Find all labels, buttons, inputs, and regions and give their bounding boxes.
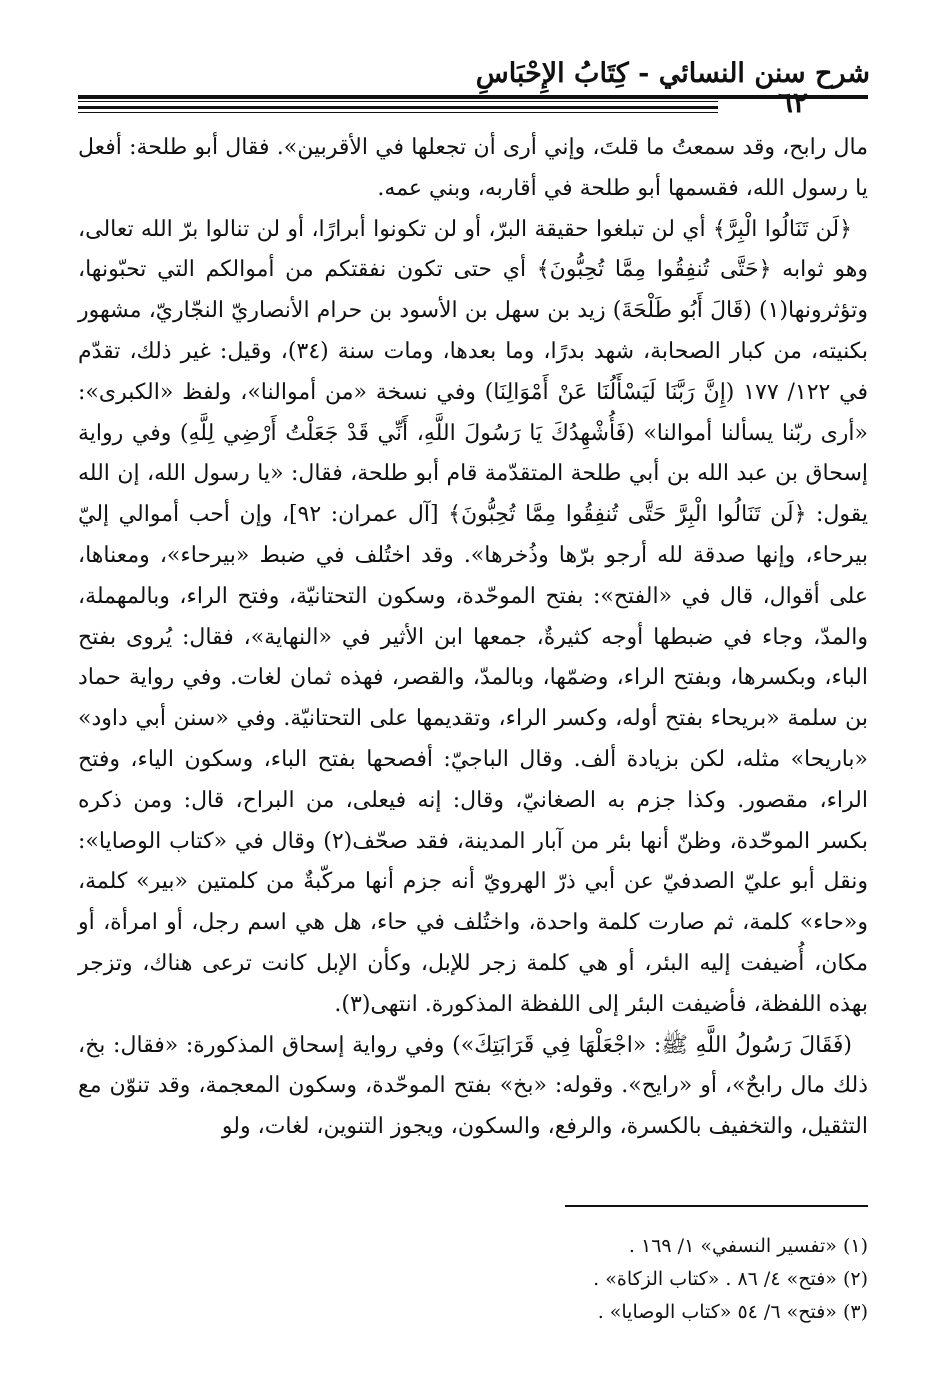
footnote: (١) «تفسير النسفي» ١/ ١٦٩ . (628, 1235, 868, 1257)
footnotes (78, 1230, 868, 1329)
body-paragraph: مال رابح، وقد سمعتُ ما قلتَ، وإني أرى أن تجعلها في الأقربين». فقال أبو طلحة: أفعل يا رسول الله، فقسمها أبو طلحة في أقاربه، وبني عمه. (78, 135, 868, 201)
body-paragraph: (فَقَالَ رَسُولُ اللَّهِ ﷺ: «اجْعَلْهَا فِي قَرَابَتِكَ») وفي رواية إسحاق المذكورة: «فقال: بخ، ذلك مال رابحٌ»، أو «رايح». وقوله: «بخ» بفتح الموحّدة، وسكون المعجمة، وقد تنوّن مع التثقيل، والتخفيف بالكسرة، والرفع، والسكون، ويجوز التنوين، لغات، ولو (78, 1032, 868, 1140)
header-rule-thin (78, 112, 718, 113)
footnote-separator (565, 1205, 868, 1207)
running-header-title: شرح سنن النسائي - كِتَابُ الإِحْبَاسِ (475, 58, 870, 89)
footnote: (٣) «فتح» ٦/ ٥٤ «كتاب الوصايا» . (597, 1301, 868, 1323)
body-text (78, 128, 868, 1148)
page-number: ٦٢ (777, 86, 808, 119)
header-rule-thick (78, 106, 718, 109)
body-paragraph: ﴿لَن تَنَالُوا الْبِرَّ﴾ أي لن تبلغوا حقيقة البرّ، أو لن تكونوا أبرارًا، أو لن تنالوا برّ الله تعالى، وهو ثوابه ﴿حَتَّى تُنفِقُوا مِمَّا تُحِبُّونَ﴾ أي حتى تكون نفقتكم من أموالكم التي تحبّونها، وتؤثرونها(١) (قَالَ أَبُو طَلْحَةَ) زيد بن سهل بن الأسود بن حرام الأنصاريّ النجّاريّ، مشهور بكنيته، من كبار الصحابة، شهد بدرًا، وما بعدها، ومات سنة (٣٤)، وقيل: غير ذلك، تقدّم في ١٢٢/ ١٧٧ (إِنَّ رَبَّنَا لَيَسْأَلُنَا عَنْ أَمْوَالِنَا) وفي نسخة «من أموالنا»، ولفظ «الكبرى»: «أرى ربّنا يسألنا أموالنا» (فَأُشْهِدُكَ يَا رَسُولَ اللَّهِ، أَنِّي قَدْ جَعَلْتُ أَرْضِي لِلَّهِ) وفي رواية إسحاق بن عبد الله بن أبي طلحة المتقدّمة قام أبو طلحة، فقال: «يا رسول الله، إن الله يقول: ﴿لَن تَنَالُوا الْبِرَّ حَتَّى تُنفِقُوا مِمَّا تُحِبُّونَ﴾ [آل عمران: ٩٢]، وإن أحب أموالي إليّ بيرحاء، وإنها صدقة لله أرجو برّها وذُخرها». وقد اختُلف في ضبط «بيرحاء»، ومعناها، على أقوال، قال في «الفتح»: بفتح الموحّدة، وسكون التحتانيّة، وفتح الراء، وبالمهملة، والمدّ، وجاء في ضبطها أوجه كثيرةٌ، جمعها ابن الأثير في «النهاية»، فقال: يُروى بفتح الباء، وبكسرها، وبفتح الراء، وضمّها، وبالمدّ، والقصر، فهذه ثمان لغات. وفي رواية حماد بن سلمة «بريحاء بفتح أوله، وكسر الراء، وتقديمها على التحتانيّة. وفي «سنن أبي داود» «باريحا» مثله، لكن بزيادة ألف. وقال الباجيّ: أفصحها بفتح الباء، وسكون الياء، وفتح الراء، مقصور. وكذا جزم به الصغانيّ، وقال: إنه فيعلى، من البراح، قال: ومن ذكره بكسر الموحّدة، وظنّ أنها بئر من آبار المدينة، فقد صحّف(٢) وقال في «كتاب الوصايا»: ونقل أبو عليّ الصدفيّ عن أبي ذرّ الهرويّ أنه جزم أنها مركّبةٌ من كلمتين «بير» كلمة، و«حاء» كلمة، ثم صارت كلمة واحدة، واختُلف في حاء، هل هي اسم رجل، أو امرأة، أو مكان، أُضيفت إليه البئر، أو هي كلمة زجر للإبل، وكأن الإبل كانت ترعى هناك، وتزجر بهذه اللفظة، فأضيفت البئر إلى اللفظة المذكورة. انتهى(٣). (78, 216, 868, 1017)
footnote: (٢) «فتح» ٤/ ٨٦ . «كتاب الزكاة» . (593, 1268, 868, 1290)
header-rule-thin (78, 101, 718, 102)
